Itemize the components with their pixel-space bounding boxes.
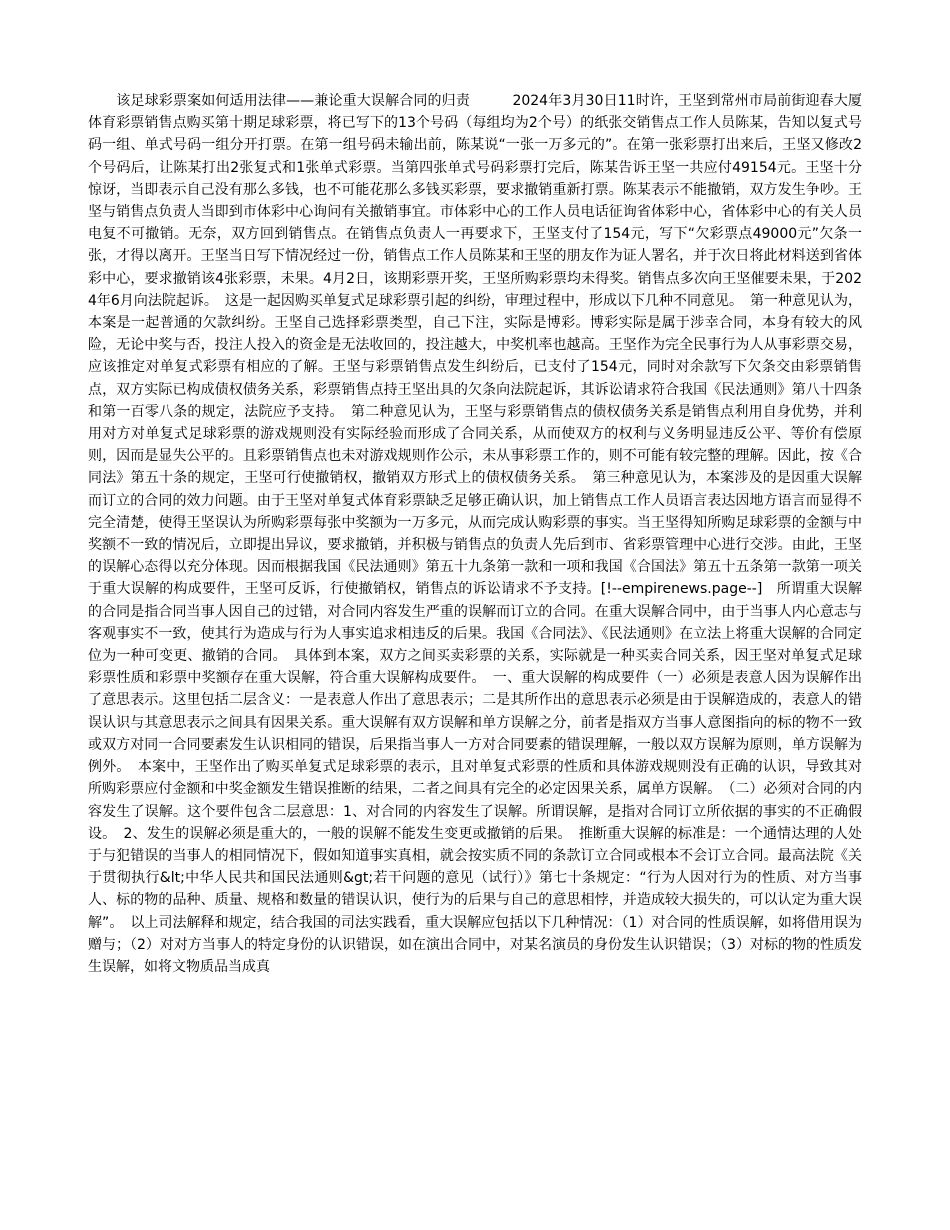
article-body-text: 该足球彩票案如何适用法律——兼论重大误解合同的归责 2024年3月30日11时许，王坚到常州市局前街迎春大厦体育彩票销售点购买第十期足球彩票，将已写下的13个号码（每组均为2个号）的纸张交销售点工作人员陈某，告知以复式号码一组、单式号码一组分开打票。在第一组号码未输出前，陈某说“一张一万多元的”。在第一张彩票打出来后，王坚又修改2个号码后，让陈某打出2张复式和1张单式彩票。当第四张单式号码彩票打完后，陈某告诉王坚一共应付49154元。王坚十分惊讶，当即表示自己没有那么多钱，也不可能花那么多钱买彩票，要求撤销重新打票。陈某表示不能撤销，双方发生争吵。王坚与销售点负责人当即到市体彩中心询问有关撤销事宜。市体彩中心的工作人员电话征询省体彩中心，省体彩中心的有关人员电复不可撤销。无奈，双方回到销售点。在销售点负责人一再要求下，王坚支付了154元，写下“欠彩票点49000元”欠条一张，才得以离开。王坚当日写下情况经过一份，销售点工作人员陈某和王坚的朋友作为证人署名，并于次日将此材料送到省体彩中心，要求撤销该4张彩票，未果。4月2日，该期彩票开奖，王坚所购彩票均未得奖。销售点多次向王坚催要未果，于2024年6月向法院起诉。 这是一起因购买单复式足球彩票引起的纠纷，审理过程中，形成以下几种不同意见。 第一种意见认为，本案是一起普通的欠款纠纷。王坚自己选择彩票类型，自己下注，实际是博彩。博彩实际是属于涉幸合同，本身有较大的风险，无论中奖与否，投注人投入的资金是无法收回的，投注越大，中奖机率也越高。王坚作为完全民事行为人从事彩票交易，应该推定对单复式彩票有相应的了解。王坚与彩票销售点发生纠纷后，已支付了154元，同时对余款写下欠条交由彩票销售点，双方实际已构成债权债务关系，彩票销售点持王坚出具的欠条向法院起诉，其诉讼请求符合我国《民法通则》第八十四条和第一百零八条的规定，法院应予支持。 第二种意见认为，王坚与彩票销售点的债权债务关系是销售点利用自身优势，并利用对方对单复式足球彩票的游戏规则没有实际经验而形成了合同关系，从而使双方的权利与义务明显违反公平、等价有偿原则，因而是显失公平的。且彩票销售点也未对游戏规则作公示，未从事彩票工作的，则不可能有较完整的理解。因此，按《合同法》第五十条的规定，王坚可行使撤销权，撤销双方形式上的债权债务关系。 第三种意见认为，本案涉及的是因重大误解而订立的合同的效力问题。由于王坚对单复式体育彩票缺乏足够正确认识，加上销售点工作人员语言表达因地方语言而显得不完全清楚，使得王坚误认为所购彩票每张中奖额为一万多元，从而完成认购彩票的事实。当王坚得知所购足球彩票的金额与中奖额不一致的情况后，立即提出异议，要求撤销，并积极与销售点的负责人先后到市、省彩票管理中心进行交涉。由此，王坚的误解心态得以充分体现。因而根据我国《民法通则》第五十九条第一款和一项和我国《合国法》第五十五条第一款第一项关于重大误解的构成要件，王坚可反诉，行使撤销权，销售点的诉讼请求不予支持。[!--empirenews.page--] 所谓重大误解的合同是指合同当事人因自己的过错，对合同内容发生严重的误解而订立的合同。在重大误解合同中，由于当事人内心意志与客观事实不一致，使其行为造成与行为人事实追求相违反的后果。我国《合同法》、《民法通则》在立法上将重大误解的合同定位为一种可变更、撤销的合同。 具体到本案，双方之间买卖彩票的关系，实际就是一种买卖合同关系，因王坚对单复式足球彩票性质和彩票中奖额存在重大误解，符合重大误解构成要件。 一、重大误解的构成要件（一）必须是表意人因为误解作出了意思表示。这里包括二层含义：一是表意人作出了意思表示；二是其所作出的意思表示必须是由于误解造成的，表意人的错误认识与其意思表示之间具有因果关系。重大误解有双方误解和单方误解之分，前者是指双方当事人意图指向的标的物不一致或双方对同一合同要素发生认识相同的错误，后果指当事人一方对合同要素的错误理解，一般以双方误解为原则，单方误解为例外。 本案中，王坚作出了购买单复式足球彩票的表示，且对单复式彩票的性质和具体游戏规则没有正确的认识，导致其对所购彩票应付金额和中奖金额发生错误推断的结果，二者之间具有完全的必定因果关系，属单方误解。 （二）必须对合同的内容发生了误解。这个要件包含二层意思：1、对合同的内容发生了误解。所谓误解，是指对合同订立所依据的事实的不正确假设。 2、发生的误解必须是重大的，一般的误解不能发生变更或撤销的后果。 推断重大误解的标准是：一个通情达理的人处于与犯错误的当事人的相同情况下，假如知道事实真相，就会按实质不同的条款订立合同或根本不会订立合同。最高法院《关于贯彻执行&lt;中华人民共和国民法通则&gt;若干问题的意见（试行）》第七十条规定：“行为人因对行为的性质、对方当事人、标的物的品种、质量、规格和数量的错误认识，使行为的后果与自己的意思相悖，并造成较大损失的，可以认定为重大误解”。 以上司法解释和规定，结合我国的司法实践看，重大误解应包括以下几种情况：（1）对合同的性质误解，如将借用误为赠与；（2）对对方当事人的特定身份的认识错误，如在演出合同中，对某名演员的身份发生认识错误；（3）对标的物的性质发生误解，如将文物质品当成真	[88, 93, 862, 975]
document-page	[88, 90, 862, 978]
